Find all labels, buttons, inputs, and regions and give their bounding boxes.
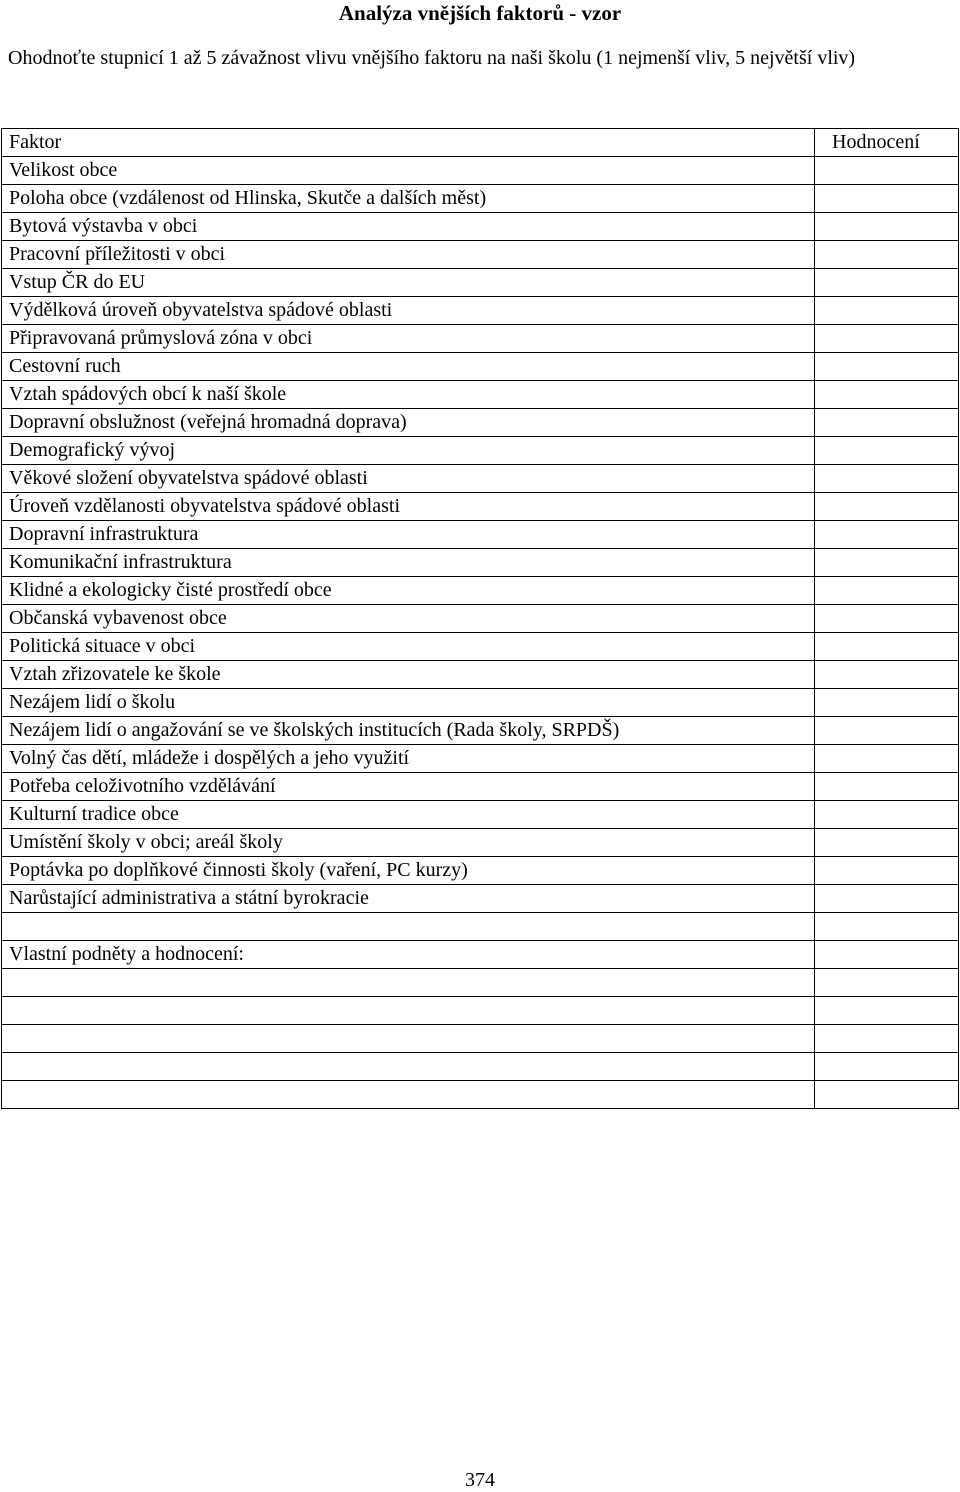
rating-cell[interactable] <box>815 661 959 689</box>
table-row <box>2 185 959 213</box>
table-row <box>2 997 959 1025</box>
rating-cell[interactable] <box>815 745 959 773</box>
rating-cell[interactable] <box>815 577 959 605</box>
table-row <box>2 325 959 353</box>
table-row <box>2 157 959 185</box>
factor-cell: Připravovaná průmyslová zóna v obci <box>2 325 815 353</box>
factor-cell: Výdělková úroveň obyvatelstva spádové oblasti <box>2 297 815 325</box>
factor-cell: Vstup ČR do EU <box>2 269 815 297</box>
rating-cell[interactable] <box>815 689 959 717</box>
factor-cell <box>2 1053 815 1081</box>
factor-cell: Věkové složení obyvatelstva spádové oblasti <box>2 465 815 493</box>
rating-cell[interactable] <box>815 717 959 745</box>
factor-cell: Narůstající administrativa a státní byrokracie <box>2 885 815 913</box>
table-row <box>2 1053 959 1081</box>
rating-cell[interactable] <box>815 549 959 577</box>
factor-cell: Demografický vývoj <box>2 437 815 465</box>
factor-cell: Umístění školy v obci; areál školy <box>2 829 815 857</box>
factor-cell: Vztah zřizovatele ke škole <box>2 661 815 689</box>
table-row <box>2 465 959 493</box>
rating-cell[interactable] <box>815 325 959 353</box>
factor-column-header: Faktor <box>2 129 815 157</box>
table-row <box>2 297 959 325</box>
factor-cell: Dopravní infrastruktura <box>2 521 815 549</box>
document-title: Analýza vnějších faktorů - vzor <box>338 1 622 25</box>
rating-cell[interactable] <box>815 1081 959 1109</box>
table-row <box>2 409 959 437</box>
rating-cell[interactable] <box>815 353 959 381</box>
table-row <box>2 1081 959 1109</box>
rating-cell[interactable] <box>815 409 959 437</box>
factor-cell <box>2 913 815 941</box>
factor-cell: Občanská vybavenost obce <box>2 605 815 633</box>
factor-cell: Pracovní příležitosti v obci <box>2 241 815 269</box>
page-number: 374 <box>465 1469 495 1491</box>
table-row <box>2 241 959 269</box>
table-row <box>2 717 959 745</box>
factor-cell: Vztah spádových obcí k naší škole <box>2 381 815 409</box>
table-row <box>2 885 959 913</box>
rating-cell[interactable] <box>815 1053 959 1081</box>
factor-cell: Cestovní ruch <box>2 353 815 381</box>
rating-cell[interactable] <box>815 773 959 801</box>
rating-cell[interactable] <box>815 801 959 829</box>
rating-cell[interactable] <box>815 633 959 661</box>
rating-cell[interactable] <box>815 493 959 521</box>
rating-cell[interactable] <box>815 437 959 465</box>
table-row <box>2 829 959 857</box>
rating-cell[interactable] <box>815 605 959 633</box>
table-row <box>2 269 959 297</box>
rating-cell[interactable] <box>815 213 959 241</box>
factor-cell <box>2 1025 815 1053</box>
rating-cell[interactable] <box>815 941 959 969</box>
table-row <box>2 549 959 577</box>
table-row <box>2 521 959 549</box>
factor-cell: Nezájem lidí o angažování se ve školských institucích (Rada školy, SRPDŠ) <box>2 717 815 745</box>
table-row <box>2 1025 959 1053</box>
table-row <box>2 969 959 997</box>
factor-cell: Komunikační infrastruktura <box>2 549 815 577</box>
factor-cell: Poptávka po doplňkové činnosti školy (vaření, PC kurzy) <box>2 857 815 885</box>
factor-cell: Nezájem lidí o školu <box>2 689 815 717</box>
factor-cell: Vlastní podněty a hodnocení: <box>2 941 815 969</box>
factor-cell: Volný čas dětí, mládeže i dospělých a jeho využití <box>2 745 815 773</box>
factors-table <box>1 128 959 1109</box>
table-row <box>2 857 959 885</box>
rating-cell[interactable] <box>815 157 959 185</box>
rating-cell[interactable] <box>815 829 959 857</box>
instructions-text: Ohodnoťte stupnicí 1 až 5 závažnost vlivu vnějšího faktoru na naši školu (1 nejmenší vliv, 5 největší vliv) <box>8 47 856 69</box>
table-row <box>2 577 959 605</box>
factor-cell: Klidné a ekologicky čisté prostředí obce <box>2 577 815 605</box>
table-row <box>2 213 959 241</box>
factor-cell: Úroveň vzdělanosti obyvatelstva spádové oblasti <box>2 493 815 521</box>
rating-cell[interactable] <box>815 913 959 941</box>
factor-cell <box>2 969 815 997</box>
rating-cell[interactable] <box>815 185 959 213</box>
factor-cell: Politická situace v obci <box>2 633 815 661</box>
table-row <box>2 493 959 521</box>
rating-cell[interactable] <box>815 885 959 913</box>
rating-cell[interactable] <box>815 465 959 493</box>
table-header-row <box>2 129 959 157</box>
rating-cell[interactable] <box>815 269 959 297</box>
factor-cell: Bytová výstavba v obci <box>2 213 815 241</box>
factor-cell <box>2 997 815 1025</box>
table-row <box>2 633 959 661</box>
rating-cell[interactable] <box>815 381 959 409</box>
table-row <box>2 801 959 829</box>
factor-cell: Poloha obce (vzdálenost od Hlinska, Skutče a dalších měst) <box>2 185 815 213</box>
table-row <box>2 913 959 941</box>
factor-cell: Dopravní obslužnost (veřejná hromadná doprava) <box>2 409 815 437</box>
rating-cell[interactable] <box>815 241 959 269</box>
factor-cell: Kulturní tradice obce <box>2 801 815 829</box>
table-row <box>2 437 959 465</box>
factor-cell <box>2 1081 815 1109</box>
table-row <box>2 353 959 381</box>
rating-column-header: Hodnocení <box>815 129 959 157</box>
table-row <box>2 661 959 689</box>
factor-cell: Velikost obce <box>2 157 815 185</box>
factor-cell: Potřeba celoživotního vzdělávání <box>2 773 815 801</box>
rating-cell[interactable] <box>815 997 959 1025</box>
rating-cell[interactable] <box>815 969 959 997</box>
table-row <box>2 745 959 773</box>
table-row <box>2 605 959 633</box>
table-row <box>2 773 959 801</box>
rating-cell[interactable] <box>815 1025 959 1053</box>
table-row <box>2 689 959 717</box>
rating-cell[interactable] <box>815 857 959 885</box>
rating-cell[interactable] <box>815 297 959 325</box>
table-row <box>2 381 959 409</box>
rating-cell[interactable] <box>815 521 959 549</box>
table-row <box>2 941 959 969</box>
